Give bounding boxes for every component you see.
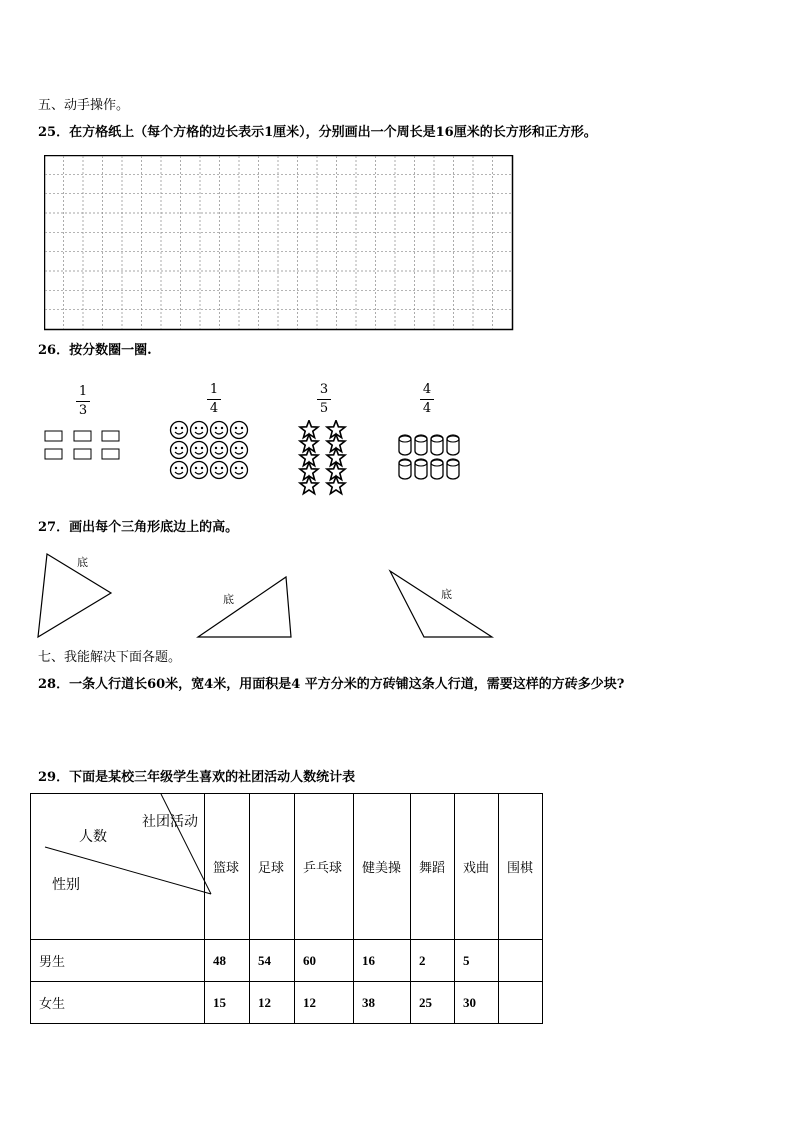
table-cell: 38	[354, 982, 411, 1024]
table-cell: 12	[250, 982, 295, 1024]
star-icon	[300, 477, 318, 494]
table-cell: 5	[455, 940, 499, 982]
table-cell: 15	[205, 982, 250, 1024]
table-cell: 2	[411, 940, 455, 982]
question-26-text: 26．按分数圈一圈.	[38, 343, 152, 358]
table-row	[31, 940, 543, 982]
corner-label-gender: 性别	[52, 877, 80, 893]
triangle-one	[38, 554, 111, 637]
triangle-two	[198, 577, 291, 637]
rectangle-icon	[102, 449, 119, 459]
question-28-text: 28．一条人行道长60米，宽4米，用面积是4 平方分米的方砖铺这条人行道，需要这样的方砖多少块?	[38, 677, 625, 692]
table-cell: 16	[354, 940, 411, 982]
table-row	[31, 982, 543, 1024]
row-label-girls: 女生	[31, 982, 205, 1024]
cylinder-icon	[431, 459, 443, 479]
row-label-boys: 男生	[31, 940, 205, 982]
question-29-text: 29．下面是某校三年级学生喜欢的社团活动人数统计表	[38, 770, 356, 785]
fraction-denominator: 4	[209, 401, 219, 416]
corner-label-activity: 社团活动	[142, 814, 198, 830]
base-label: 底	[77, 556, 88, 569]
section-seven-heading: 七、我能解决下面各题。	[38, 650, 182, 665]
base-label: 底	[441, 588, 452, 601]
smiley-face-icon	[231, 422, 248, 439]
smiley-face-icon	[191, 442, 208, 459]
cylinder-icon	[447, 459, 459, 479]
table-cell: 12	[295, 982, 354, 1024]
cylinder-group[interactable]	[397, 433, 463, 485]
star-icon	[327, 477, 345, 494]
table-cell[interactable]	[499, 940, 543, 982]
table-cell: 48	[205, 940, 250, 982]
smiley-face-icon	[171, 462, 188, 479]
smiley-face-icon	[211, 442, 228, 459]
column-header: 乒乓球	[295, 794, 354, 940]
smiley-face-icon	[231, 442, 248, 459]
fraction-numerator: 3	[319, 382, 329, 397]
fraction-numerator: 1	[78, 384, 88, 399]
column-header: 戏曲	[455, 794, 499, 940]
question-25-text: 25．在方格纸上（每个方格的边长表示1厘米），分别画出一个周长是16厘米的长方形和正方形。	[38, 125, 597, 140]
rectangle-icon	[74, 431, 91, 441]
fraction-denominator: 4	[422, 401, 432, 416]
cylinder-icon	[431, 435, 443, 455]
rectangle-group[interactable]	[44, 428, 124, 464]
question-27-text: 27．画出每个三角形底边上的高。	[38, 520, 239, 535]
fraction-numerator: 4	[422, 382, 432, 397]
smiley-face-icon	[211, 462, 228, 479]
star-group[interactable]	[296, 420, 352, 496]
smiley-face-icon	[211, 422, 228, 439]
cylinder-icon	[447, 435, 459, 455]
fraction-denominator: 3	[78, 403, 88, 418]
table-cell: 54	[250, 940, 295, 982]
smiley-face-icon	[171, 442, 188, 459]
rectangle-icon	[74, 449, 91, 459]
table-cell: 25	[411, 982, 455, 1024]
fraction-denominator: 5	[319, 401, 329, 416]
cylinder-icon	[399, 435, 411, 455]
table-cell: 30	[455, 982, 499, 1024]
cylinder-icon	[399, 459, 411, 479]
column-header: 围棋	[499, 794, 543, 940]
section-five-heading: 五、动手操作。	[38, 98, 130, 113]
column-header: 舞蹈	[411, 794, 455, 940]
column-header: 健美操	[354, 794, 411, 940]
fraction-one-third	[73, 385, 93, 418]
base-label: 底	[223, 593, 234, 606]
table-cell[interactable]	[499, 982, 543, 1024]
table-header-row	[31, 794, 543, 940]
fraction-three-fifths	[314, 383, 334, 416]
smiley-face-group[interactable]	[168, 420, 252, 482]
column-header: 篮球	[205, 794, 250, 940]
cylinder-icon	[415, 435, 427, 455]
rectangle-icon	[102, 431, 119, 441]
smiley-face-icon	[231, 462, 248, 479]
smiley-face-icon	[191, 422, 208, 439]
cylinder-icon	[415, 459, 427, 479]
fraction-numerator: 1	[209, 382, 219, 397]
fraction-four-fourths	[417, 383, 437, 416]
column-header: 足球	[250, 794, 295, 940]
grid-paper[interactable]	[44, 155, 514, 332]
rectangle-icon	[45, 449, 62, 459]
activity-stats-table	[30, 793, 543, 1024]
smiley-face-icon	[191, 462, 208, 479]
smiley-face-icon	[171, 422, 188, 439]
diagonal-corner-cell	[31, 794, 205, 940]
fraction-one-fourth	[204, 383, 224, 416]
rectangle-icon	[45, 431, 62, 441]
corner-label-count: 人数	[79, 829, 107, 845]
triangle-three	[390, 571, 492, 637]
table-cell: 60	[295, 940, 354, 982]
